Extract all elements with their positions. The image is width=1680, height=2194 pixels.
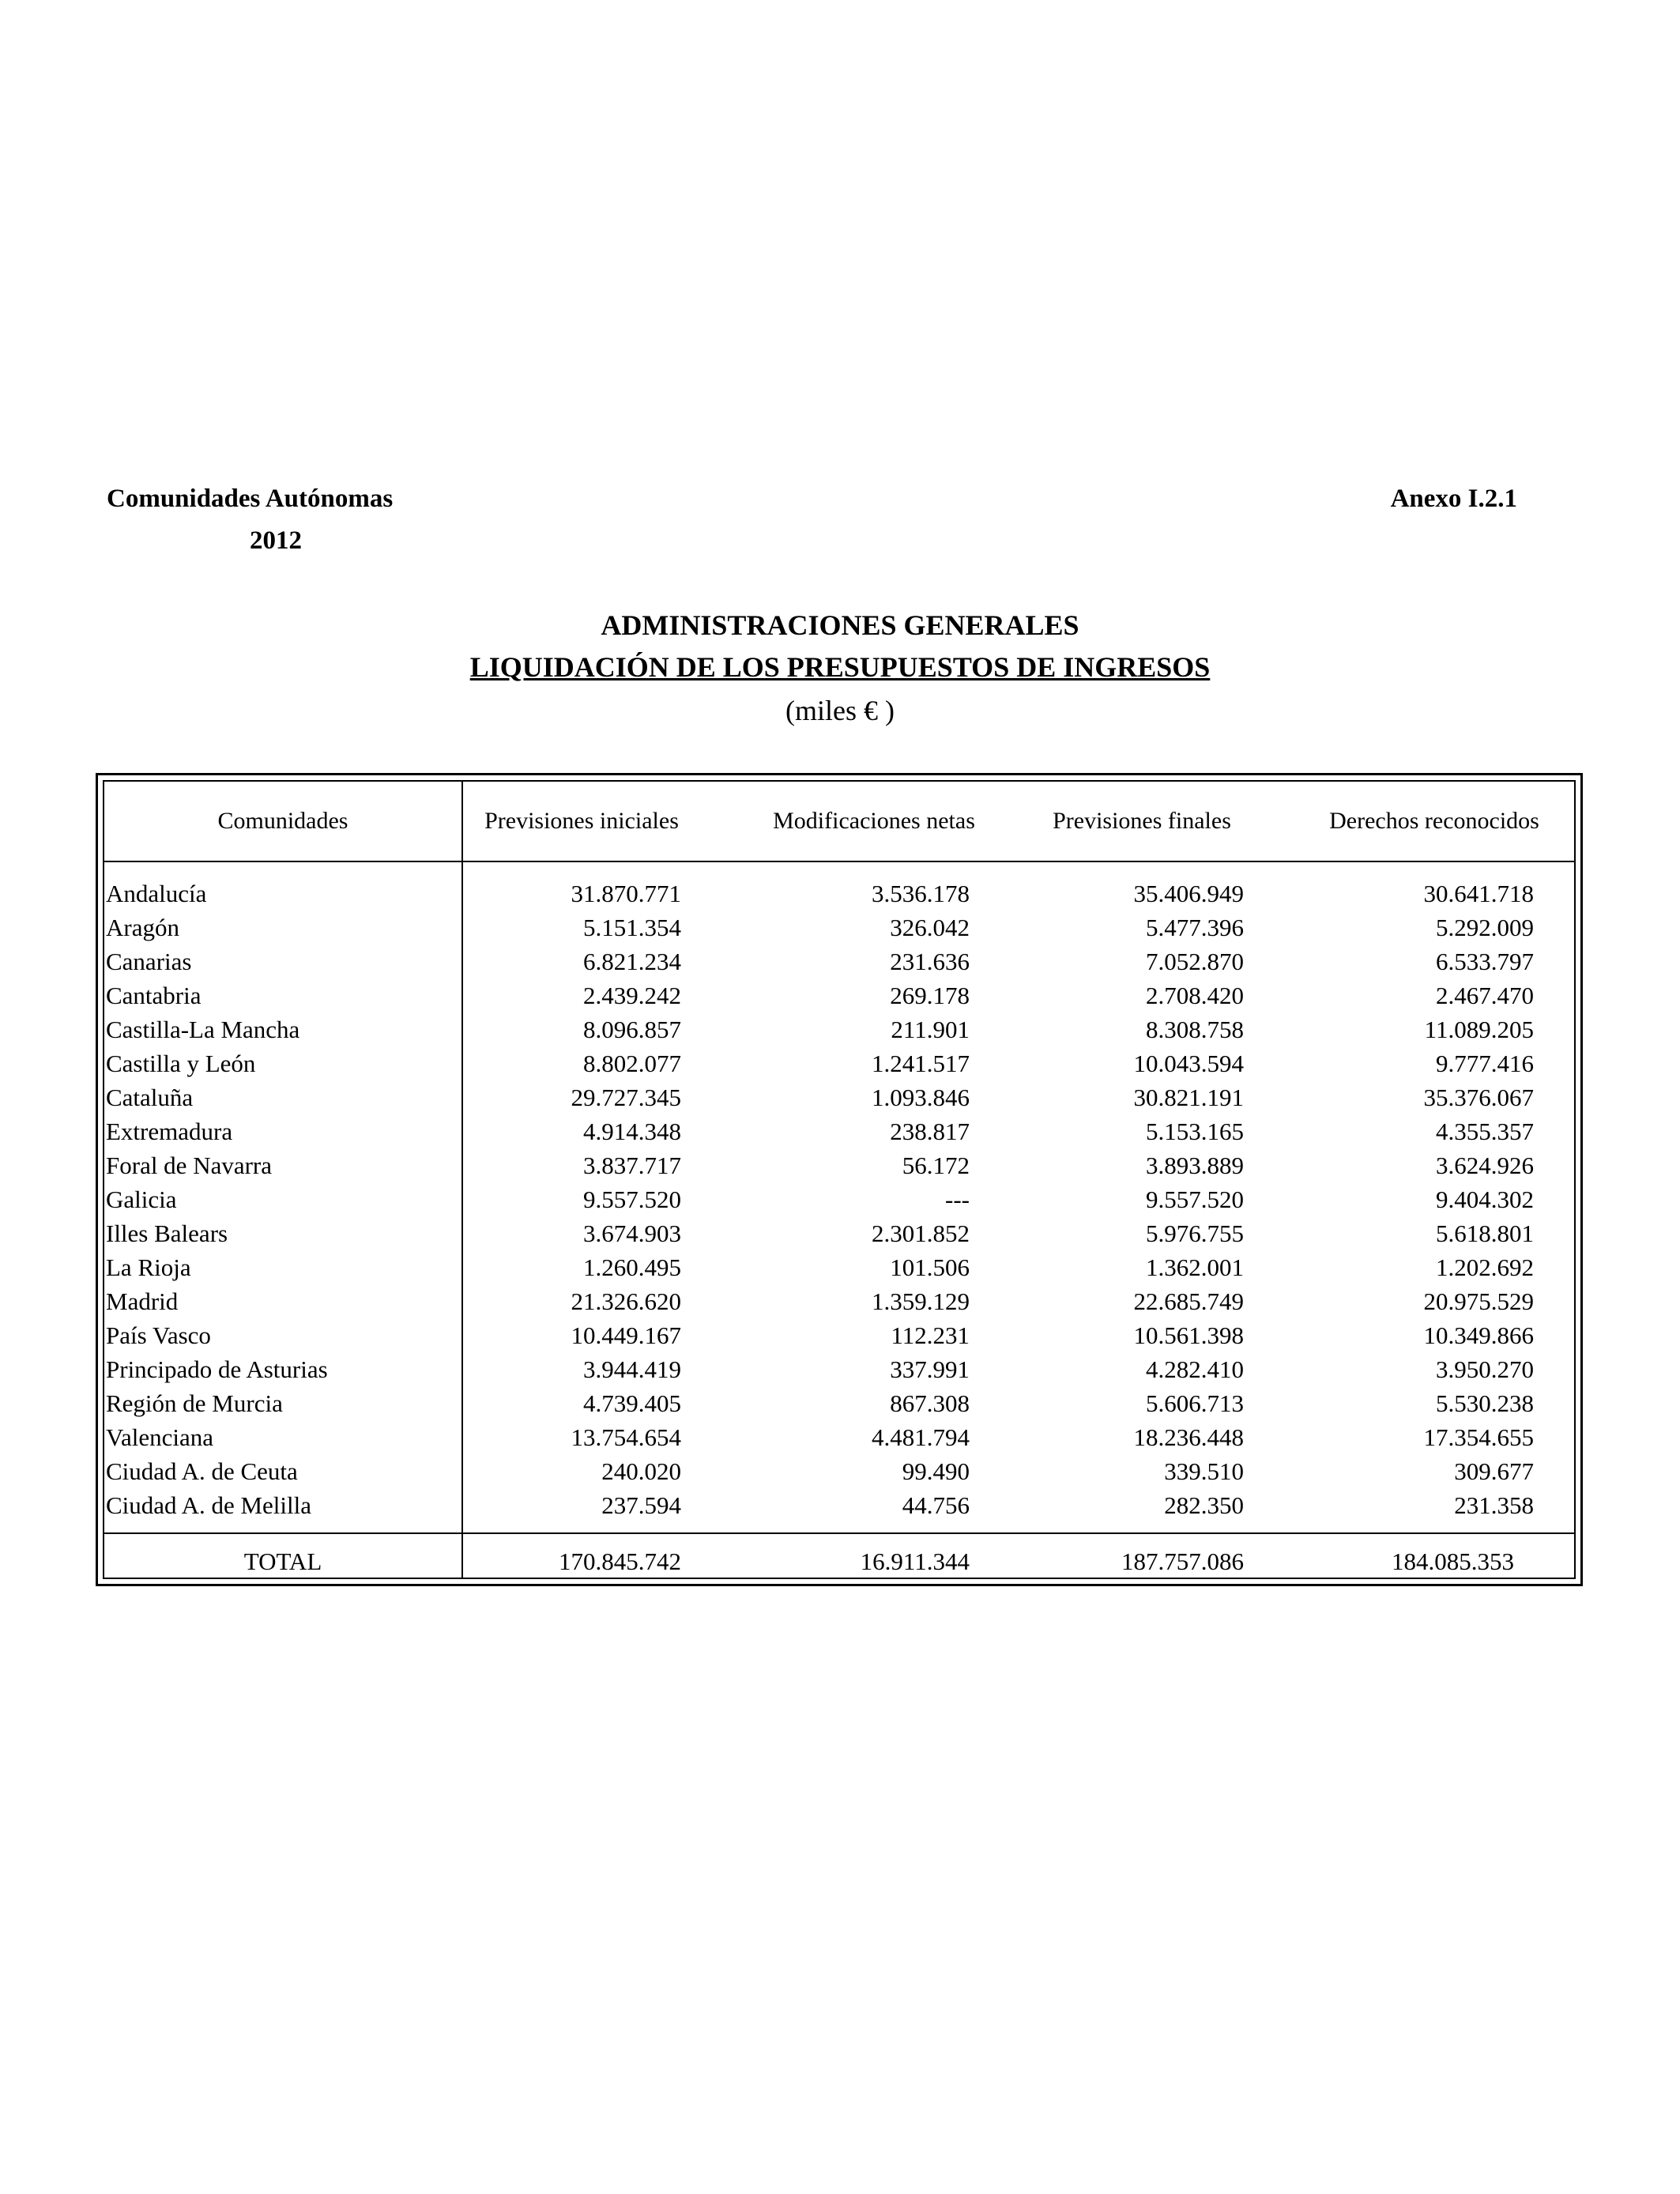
cell-previsiones-iniciales: 6.821.234 <box>583 948 681 975</box>
table-row <box>104 1386 1574 1420</box>
cell-derechos-reconocidos: 20.975.529 <box>1423 1287 1534 1315</box>
cell-derechos-reconocidos: 4.355.357 <box>1436 1118 1534 1145</box>
cell-previsiones-iniciales: 240.020 <box>601 1457 681 1485</box>
row-comunidad: Illes Balears <box>106 1220 228 1247</box>
table-row <box>104 978 1574 1012</box>
cell-previsiones-finales: 282.350 <box>1164 1491 1244 1519</box>
cell-previsiones-iniciales: 29.727.345 <box>571 1084 681 1111</box>
units-label: (miles € ) <box>785 695 895 726</box>
budget-table <box>96 773 1583 1586</box>
cell-previsiones-finales: 18.236.448 <box>1133 1423 1244 1451</box>
cell-modificaciones-netas: 99.490 <box>902 1457 970 1485</box>
cell-derechos-reconocidos: 9.404.302 <box>1436 1186 1534 1213</box>
row-comunidad: País Vasco <box>106 1321 211 1349</box>
cell-derechos-reconocidos: 2.467.470 <box>1436 982 1534 1009</box>
cell-modificaciones-netas: 867.308 <box>890 1389 970 1417</box>
row-comunidad: Cantabria <box>106 982 202 1009</box>
header-year: 2012 <box>250 526 302 555</box>
cell-previsiones-iniciales: 13.754.654 <box>571 1423 681 1451</box>
cell-modificaciones-netas: 4.481.794 <box>872 1423 970 1451</box>
cell-previsiones-iniciales: 8.096.857 <box>583 1016 681 1043</box>
cell-modificaciones-netas: 44.756 <box>902 1491 970 1519</box>
cell-previsiones-iniciales: 2.439.242 <box>583 982 681 1009</box>
row-comunidad: Foral de Navarra <box>106 1152 273 1179</box>
cell-derechos-reconocidos: 9.777.416 <box>1436 1050 1534 1077</box>
cell-derechos-reconocidos: 10.349.866 <box>1423 1321 1534 1349</box>
cell-previsiones-iniciales: 4.914.348 <box>583 1118 681 1145</box>
cell-previsiones-iniciales: 8.802.077 <box>583 1050 681 1077</box>
cell-previsiones-finales: 10.043.594 <box>1133 1050 1244 1077</box>
table-body <box>104 876 1574 1522</box>
table-row <box>104 1250 1574 1284</box>
cell-previsiones-iniciales: 4.739.405 <box>583 1389 681 1417</box>
cell-derechos-reconocidos: 3.950.270 <box>1436 1355 1534 1383</box>
cell-previsiones-iniciales: 1.260.495 <box>583 1253 681 1281</box>
row-comunidad: Canarias <box>106 948 192 975</box>
cell-previsiones-finales: 7.052.870 <box>1146 948 1244 975</box>
row-comunidad: Extremadura <box>106 1118 233 1145</box>
row-comunidad: Cataluña <box>106 1084 194 1111</box>
cell-modificaciones-netas: 269.178 <box>890 982 970 1009</box>
cell-derechos-reconocidos: 309.677 <box>1454 1457 1534 1485</box>
cell-previsiones-finales: 5.976.755 <box>1146 1220 1244 1247</box>
table-row <box>104 1012 1574 1046</box>
cell-previsiones-finales: 22.685.749 <box>1133 1287 1244 1315</box>
total-previsiones-iniciales: 170.845.742 <box>559 1547 681 1575</box>
cell-previsiones-finales: 339.510 <box>1164 1457 1244 1485</box>
cell-previsiones-finales: 35.406.949 <box>1133 880 1244 907</box>
cell-previsiones-finales: 4.282.410 <box>1146 1355 1244 1383</box>
cell-modificaciones-netas: 2.301.852 <box>872 1220 970 1247</box>
cell-previsiones-iniciales: 3.674.903 <box>583 1220 681 1247</box>
cell-derechos-reconocidos: 17.354.655 <box>1423 1423 1534 1451</box>
table-row <box>104 1318 1574 1352</box>
header-annex-label: Anexo I.2.1 <box>1390 484 1517 513</box>
cell-modificaciones-netas: 56.172 <box>902 1152 970 1179</box>
document-titles <box>0 605 1680 733</box>
document-title: ADMINISTRACIONES GENERALES <box>601 609 1079 641</box>
total-modificaciones-netas: 16.911.344 <box>860 1547 970 1575</box>
table-row <box>104 944 1574 978</box>
row-comunidad: Región de Murcia <box>106 1389 283 1417</box>
total-label: TOTAL <box>243 1547 322 1575</box>
cell-previsiones-finales: 5.606.713 <box>1146 1389 1244 1417</box>
cell-derechos-reconocidos: 5.292.009 <box>1436 914 1534 941</box>
cell-previsiones-finales: 1.362.001 <box>1146 1253 1244 1281</box>
cell-modificaciones-netas: 1.241.517 <box>872 1050 970 1077</box>
table-row <box>104 1080 1574 1114</box>
cell-derechos-reconocidos: 5.530.238 <box>1436 1389 1534 1417</box>
cell-previsiones-iniciales: 9.557.520 <box>583 1186 681 1213</box>
cell-derechos-reconocidos: 30.641.718 <box>1423 880 1534 907</box>
cell-derechos-reconocidos: 11.089.205 <box>1424 1016 1534 1043</box>
header-divider <box>104 861 1574 862</box>
cell-previsiones-iniciales: 3.837.717 <box>583 1152 681 1179</box>
total-previsiones-finales: 187.757.086 <box>1121 1547 1244 1575</box>
cell-previsiones-finales: 3.893.889 <box>1146 1152 1244 1179</box>
column-header-previsiones-finales: Previsiones finales <box>1053 808 1231 834</box>
cell-previsiones-iniciales: 31.870.771 <box>571 880 681 907</box>
column-header-modificaciones-netas: Modificaciones netas <box>773 808 975 834</box>
cell-modificaciones-netas: --- <box>945 1186 970 1213</box>
column-header-derechos-reconocidos: Derechos reconocidos <box>1329 808 1539 834</box>
table-row <box>104 1148 1574 1182</box>
document-subtitle: LIQUIDACIÓN DE LOS PRESUPUESTOS DE INGRESOS <box>469 651 1211 683</box>
cell-derechos-reconocidos: 35.376.067 <box>1423 1084 1534 1111</box>
cell-modificaciones-netas: 1.359.129 <box>872 1287 970 1315</box>
cell-previsiones-finales: 5.153.165 <box>1146 1118 1244 1145</box>
cell-previsiones-iniciales: 10.449.167 <box>571 1321 681 1349</box>
table-row <box>104 910 1574 944</box>
cell-modificaciones-netas: 3.536.178 <box>872 880 970 907</box>
column-header-comunidades: Comunidades <box>217 808 348 834</box>
cell-modificaciones-netas: 1.093.846 <box>872 1084 970 1111</box>
table-row <box>104 1114 1574 1148</box>
table-row <box>104 1454 1574 1488</box>
row-comunidad: Andalucía <box>106 880 207 907</box>
cell-modificaciones-netas: 337.991 <box>890 1355 970 1383</box>
cell-modificaciones-netas: 101.506 <box>890 1253 970 1281</box>
row-comunidad: Castilla y León <box>106 1050 256 1077</box>
cell-derechos-reconocidos: 3.624.926 <box>1436 1152 1534 1179</box>
row-comunidad: Ciudad A. de Ceuta <box>106 1457 298 1485</box>
cell-previsiones-finales: 2.708.420 <box>1146 982 1244 1009</box>
cell-modificaciones-netas: 211.901 <box>891 1016 970 1043</box>
row-comunidad: Principado de Asturias <box>106 1355 328 1383</box>
header-region-title: Comunidades Autónomas <box>107 484 394 513</box>
row-comunidad: La Rioja <box>106 1253 191 1281</box>
cell-derechos-reconocidos: 6.533.797 <box>1436 948 1534 975</box>
row-comunidad: Galicia <box>106 1186 177 1213</box>
cell-modificaciones-netas: 231.636 <box>890 948 970 975</box>
table-row <box>104 1352 1574 1386</box>
cell-derechos-reconocidos: 5.618.801 <box>1436 1220 1534 1247</box>
row-comunidad: Ciudad A. de Melilla <box>106 1491 312 1519</box>
cell-modificaciones-netas: 326.042 <box>890 914 970 941</box>
cell-previsiones-finales: 8.308.758 <box>1146 1016 1244 1043</box>
cell-previsiones-iniciales: 21.326.620 <box>571 1287 681 1315</box>
table-row <box>104 1284 1574 1318</box>
row-comunidad: Aragón <box>106 914 179 941</box>
row-comunidad: Valenciana <box>106 1423 213 1451</box>
cell-previsiones-iniciales: 5.151.354 <box>583 914 681 941</box>
cell-modificaciones-netas: 112.231 <box>891 1321 970 1349</box>
cell-previsiones-iniciales: 237.594 <box>601 1491 681 1519</box>
cell-previsiones-finales: 10.561.398 <box>1133 1321 1244 1349</box>
cell-derechos-reconocidos: 231.358 <box>1454 1491 1534 1519</box>
row-comunidad: Castilla-La Mancha <box>106 1016 300 1043</box>
total-row <box>104 1534 1574 1589</box>
cell-previsiones-finales: 30.821.191 <box>1133 1084 1244 1111</box>
table-row <box>104 1046 1574 1080</box>
cell-previsiones-iniciales: 3.944.419 <box>583 1355 681 1383</box>
table-row <box>104 876 1574 910</box>
cell-modificaciones-netas: 238.817 <box>890 1118 970 1145</box>
cell-previsiones-finales: 9.557.520 <box>1146 1186 1244 1213</box>
budget-table-inner <box>103 780 1576 1579</box>
table-row <box>104 1488 1574 1522</box>
cell-previsiones-finales: 5.477.396 <box>1146 914 1244 941</box>
table-row <box>104 1420 1574 1454</box>
total-derechos-reconocidos: 184.085.353 <box>1392 1547 1514 1575</box>
column-header-previsiones-iniciales: Previsiones iniciales <box>484 808 679 834</box>
table-row <box>104 1182 1574 1216</box>
row-comunidad: Madrid <box>106 1287 179 1315</box>
cell-derechos-reconocidos: 1.202.692 <box>1436 1253 1534 1281</box>
table-row <box>104 1216 1574 1250</box>
